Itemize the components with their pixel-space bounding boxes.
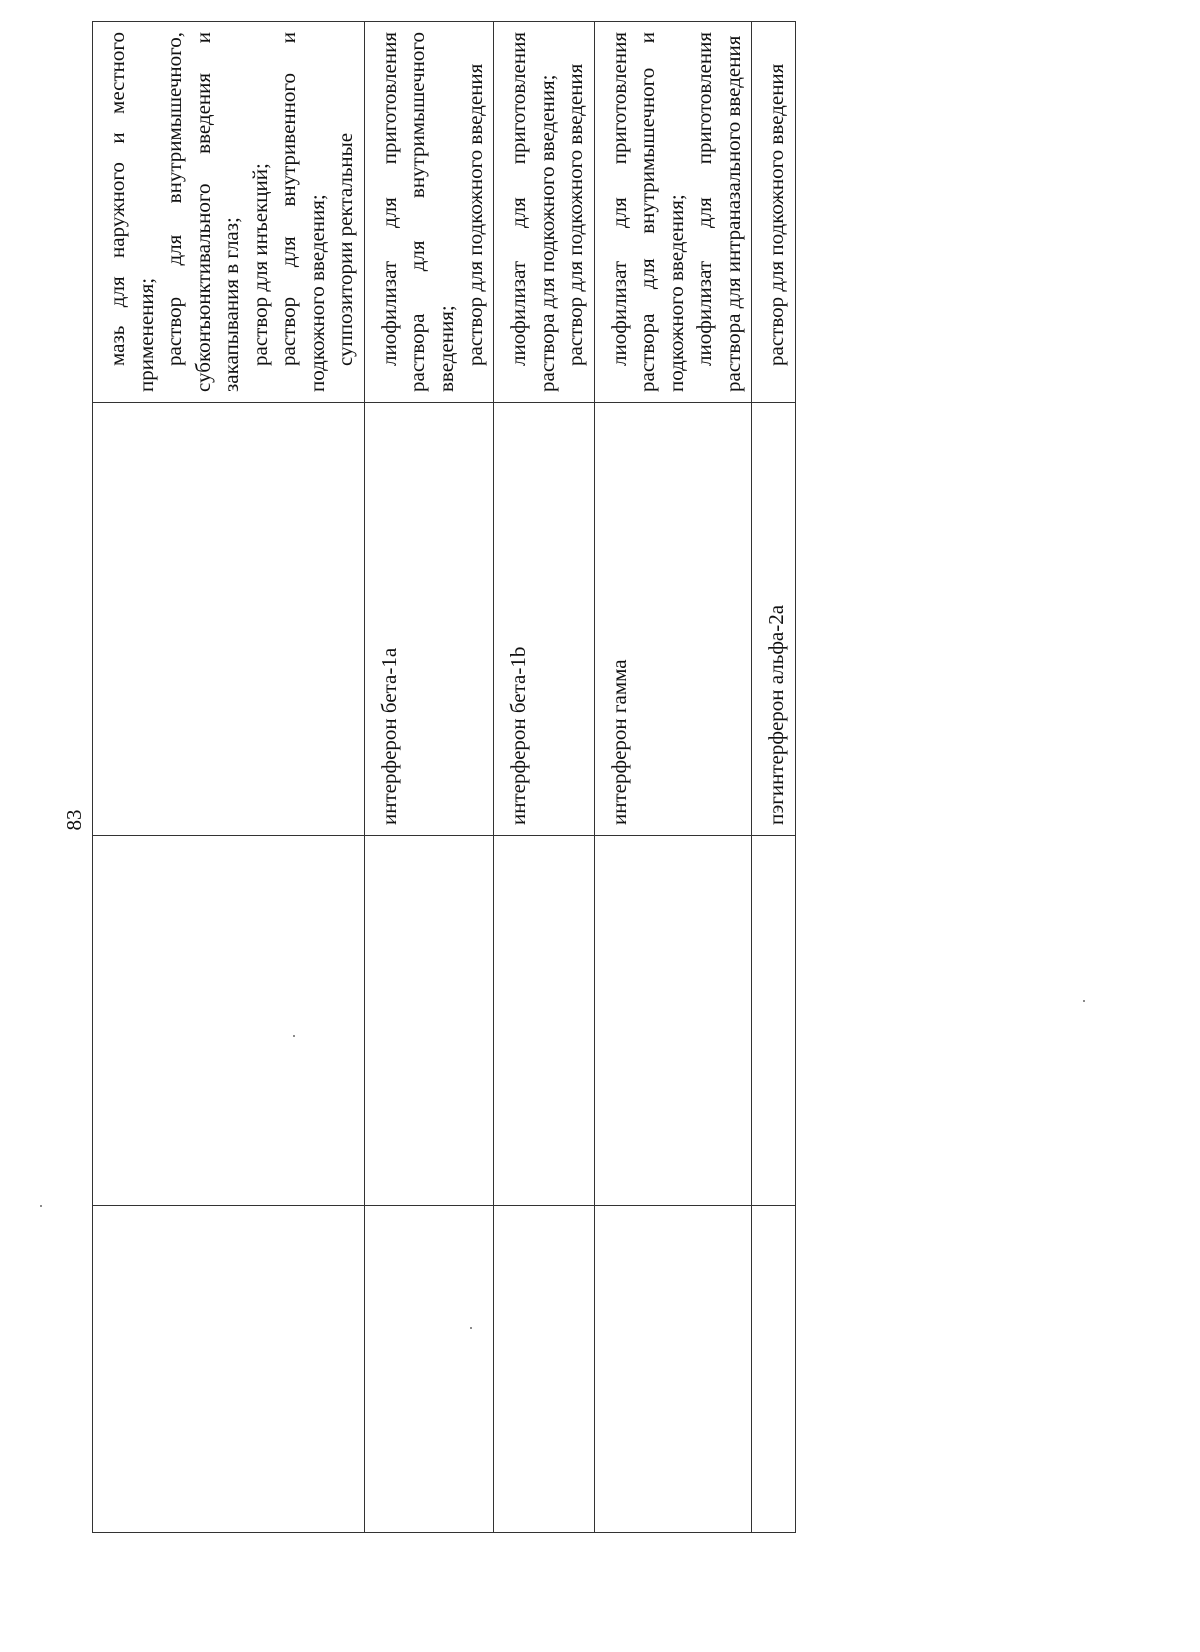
dosage-form-line: лиофилизат для приготовления раствора для интраназального введения xyxy=(692,32,745,392)
table-cell-group xyxy=(364,836,493,1206)
table-cell-code xyxy=(93,1206,365,1533)
table-cell-drug-name: интерферон бета-1b xyxy=(494,403,595,836)
dosage-form-line: мазь для наружного и местного применения; xyxy=(105,32,158,392)
dosage-form-line: лиофилизат для приготовления раствора для подкожного введения; xyxy=(506,32,559,392)
table-row xyxy=(752,22,796,1533)
drug-table xyxy=(92,21,796,1533)
table-row xyxy=(93,22,365,1533)
table-cell-dosage-forms xyxy=(494,22,595,403)
table-cell-dosage-forms xyxy=(752,22,796,403)
table-cell-drug-name: интерферон гамма xyxy=(594,403,752,836)
page-number: 83 xyxy=(62,809,86,831)
dosage-form-line: раствор для инъекций; xyxy=(247,163,272,366)
table-row xyxy=(494,22,595,1533)
dosage-form-line: раствор для подкожного введения xyxy=(563,63,588,366)
table-cell-drug-name xyxy=(93,403,365,836)
table-cell-drug-name: пэгинтерферон альфа-2a xyxy=(752,403,796,836)
dosage-form-line: раствор для подкожного введения xyxy=(764,63,789,366)
table-row xyxy=(364,22,493,1533)
table-cell-dosage-forms xyxy=(594,22,752,403)
dosage-form-line: раствор для подкожного введения xyxy=(462,63,487,366)
table-cell-code xyxy=(494,1206,595,1533)
table-row xyxy=(594,22,752,1533)
table-cell-dosage-forms xyxy=(93,22,365,403)
dosage-form-line: раствор для внутримышечного, субконъюнктивального введения и закапывания в глаз; xyxy=(162,32,244,392)
table-cell-code xyxy=(752,1206,796,1533)
dosage-form-line: лиофилизат для приготовления раствора для внутримышечного и подкожного введения; xyxy=(606,32,688,392)
table-cell-group xyxy=(594,836,752,1206)
table-cell-group xyxy=(494,836,595,1206)
table-cell-code xyxy=(594,1206,752,1533)
table-cell-group xyxy=(752,836,796,1206)
dosage-form-line: лиофилизат для приготовления раствора для внутримышечного введения; xyxy=(376,32,459,392)
dosage-form-line: раствор для внутривенного и подкожного введения; xyxy=(276,32,329,392)
dosage-form-line: суппозитории ректальные xyxy=(333,132,358,366)
table-cell-code xyxy=(364,1206,493,1533)
table-cell-dosage-forms xyxy=(364,22,493,403)
table-cell-drug-name: интерферон бета-1a xyxy=(364,403,493,836)
table-cell-group xyxy=(93,836,365,1206)
